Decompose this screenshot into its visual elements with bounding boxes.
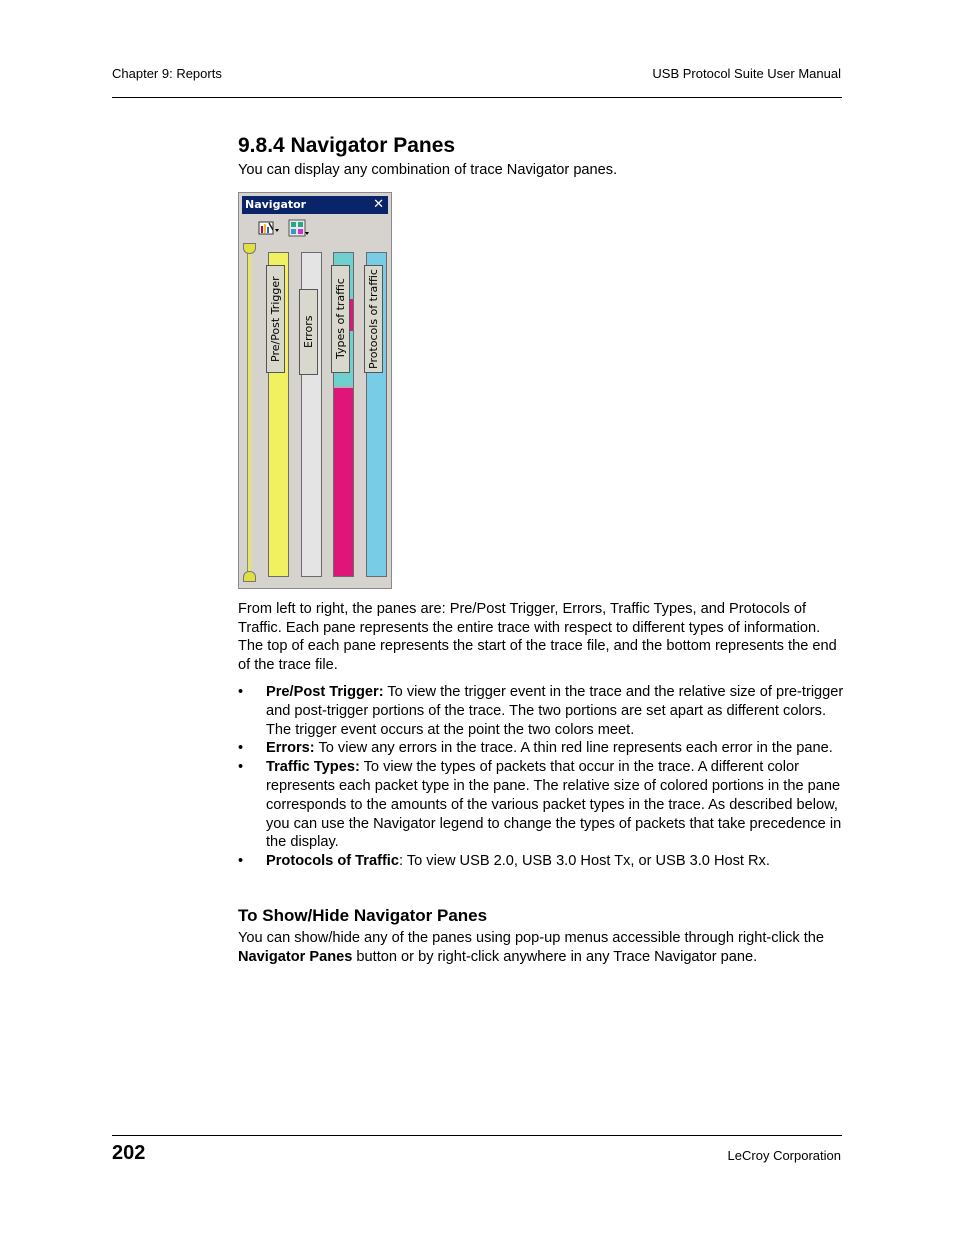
pane-label-pre-post-trigger: Pre/Post Trigger (266, 265, 285, 373)
legend-icon[interactable] (257, 218, 281, 238)
bullet-term: Traffic Types: (266, 759, 360, 776)
pane-protocols-of-traffic[interactable] (366, 252, 387, 577)
pane-types-of-traffic[interactable] (333, 252, 354, 577)
list-item (238, 739, 844, 758)
panes-description-paragraph: From left to right, the panes are: Pre/Post Trigger, Errors, Traffic Types, and Protocols of Traffic. Each pane represents the entire trace with respect to different types of information. The top of each pane represents the start of the trace file, and the bottom represents the end of the trace file. (238, 601, 837, 673)
navigator-panes-icon[interactable] (287, 218, 311, 238)
list-item (238, 852, 844, 871)
range-slider-top-handle[interactable] (243, 243, 256, 254)
bullet-term: Errors: (266, 740, 315, 757)
navigator-titlebar (242, 196, 388, 214)
bullet-term: Pre/Post Trigger: (266, 684, 384, 700)
range-slider-bottom-handle[interactable] (243, 571, 256, 582)
pane-pre-post-trigger[interactable] (268, 252, 289, 577)
para3-bold: Navigator Panes (238, 948, 353, 965)
bullet-glyph: • (238, 740, 244, 757)
header-rule (112, 97, 842, 98)
running-header-chapter: Chapter 9: Reports (112, 66, 222, 81)
footer-company: LeCroy Corporation (727, 1148, 841, 1163)
pane-errors[interactable] (301, 252, 322, 577)
bullet-text: : To view USB 2.0, USB 3.0 Host Tx, or USB 3.0 Host Rx. (398, 853, 770, 870)
range-slider-track[interactable] (247, 249, 251, 575)
pane-bullet-list (238, 683, 844, 871)
bullet-term: Protocols of Traffic (266, 853, 399, 870)
bullet-text: To view the trigger event in the trace and the relative size of pre-trigger and post-trigger portions of the trace. The two portions are set apart as different colors. The trigger event occurs at the point the two colors meet. (266, 684, 844, 738)
list-item (238, 683, 844, 739)
page-number: 202 (112, 1142, 146, 1164)
close-icon[interactable]: ✕ (373, 197, 384, 212)
section-title: 9.8.4 Navigator Panes (238, 134, 456, 157)
pane-label-protocols-of-traffic: Protocols of traffic (364, 265, 383, 373)
show-hide-paragraph (238, 929, 844, 966)
pane-label-types-of-traffic: Types of traffic (331, 265, 350, 373)
bullet-glyph: • (238, 684, 244, 700)
navigator-window (238, 192, 392, 589)
bullet-text: To view the types of packets that occur in the trace. A different color represents each packet type in the pane. The relative size of colored portions in the pane corresponds to the amounts of the various packet types in the trace. As described below, you can use the Navigator legend to change the types of packets that take precedence in the display. (266, 759, 842, 851)
navigator-title: Navigator (245, 198, 307, 211)
footer-rule (112, 1135, 842, 1136)
running-header-manual: USB Protocol Suite User Manual (652, 66, 841, 81)
bullet-glyph: • (238, 853, 244, 870)
para3-text-a: You can show/hide any of the panes using pop-up menus accessible through right-click the (238, 930, 825, 946)
para3-text-b: button or by right-click anywhere in any Trace Navigator pane. (352, 948, 758, 965)
bullet-text: To view any errors in the trace. A thin red line represents each error in the pane. (314, 740, 833, 757)
navigator-pane-area[interactable] (242, 241, 388, 586)
subheading-show-hide: To Show/Hide Navigator Panes (238, 906, 488, 925)
intro-paragraph: You can display any combination of trace Navigator panes. (238, 162, 618, 178)
pane-label-errors: Errors (299, 289, 318, 375)
list-item (238, 758, 844, 852)
bullet-glyph: • (238, 759, 244, 776)
traffic-type-divider (334, 386, 353, 388)
